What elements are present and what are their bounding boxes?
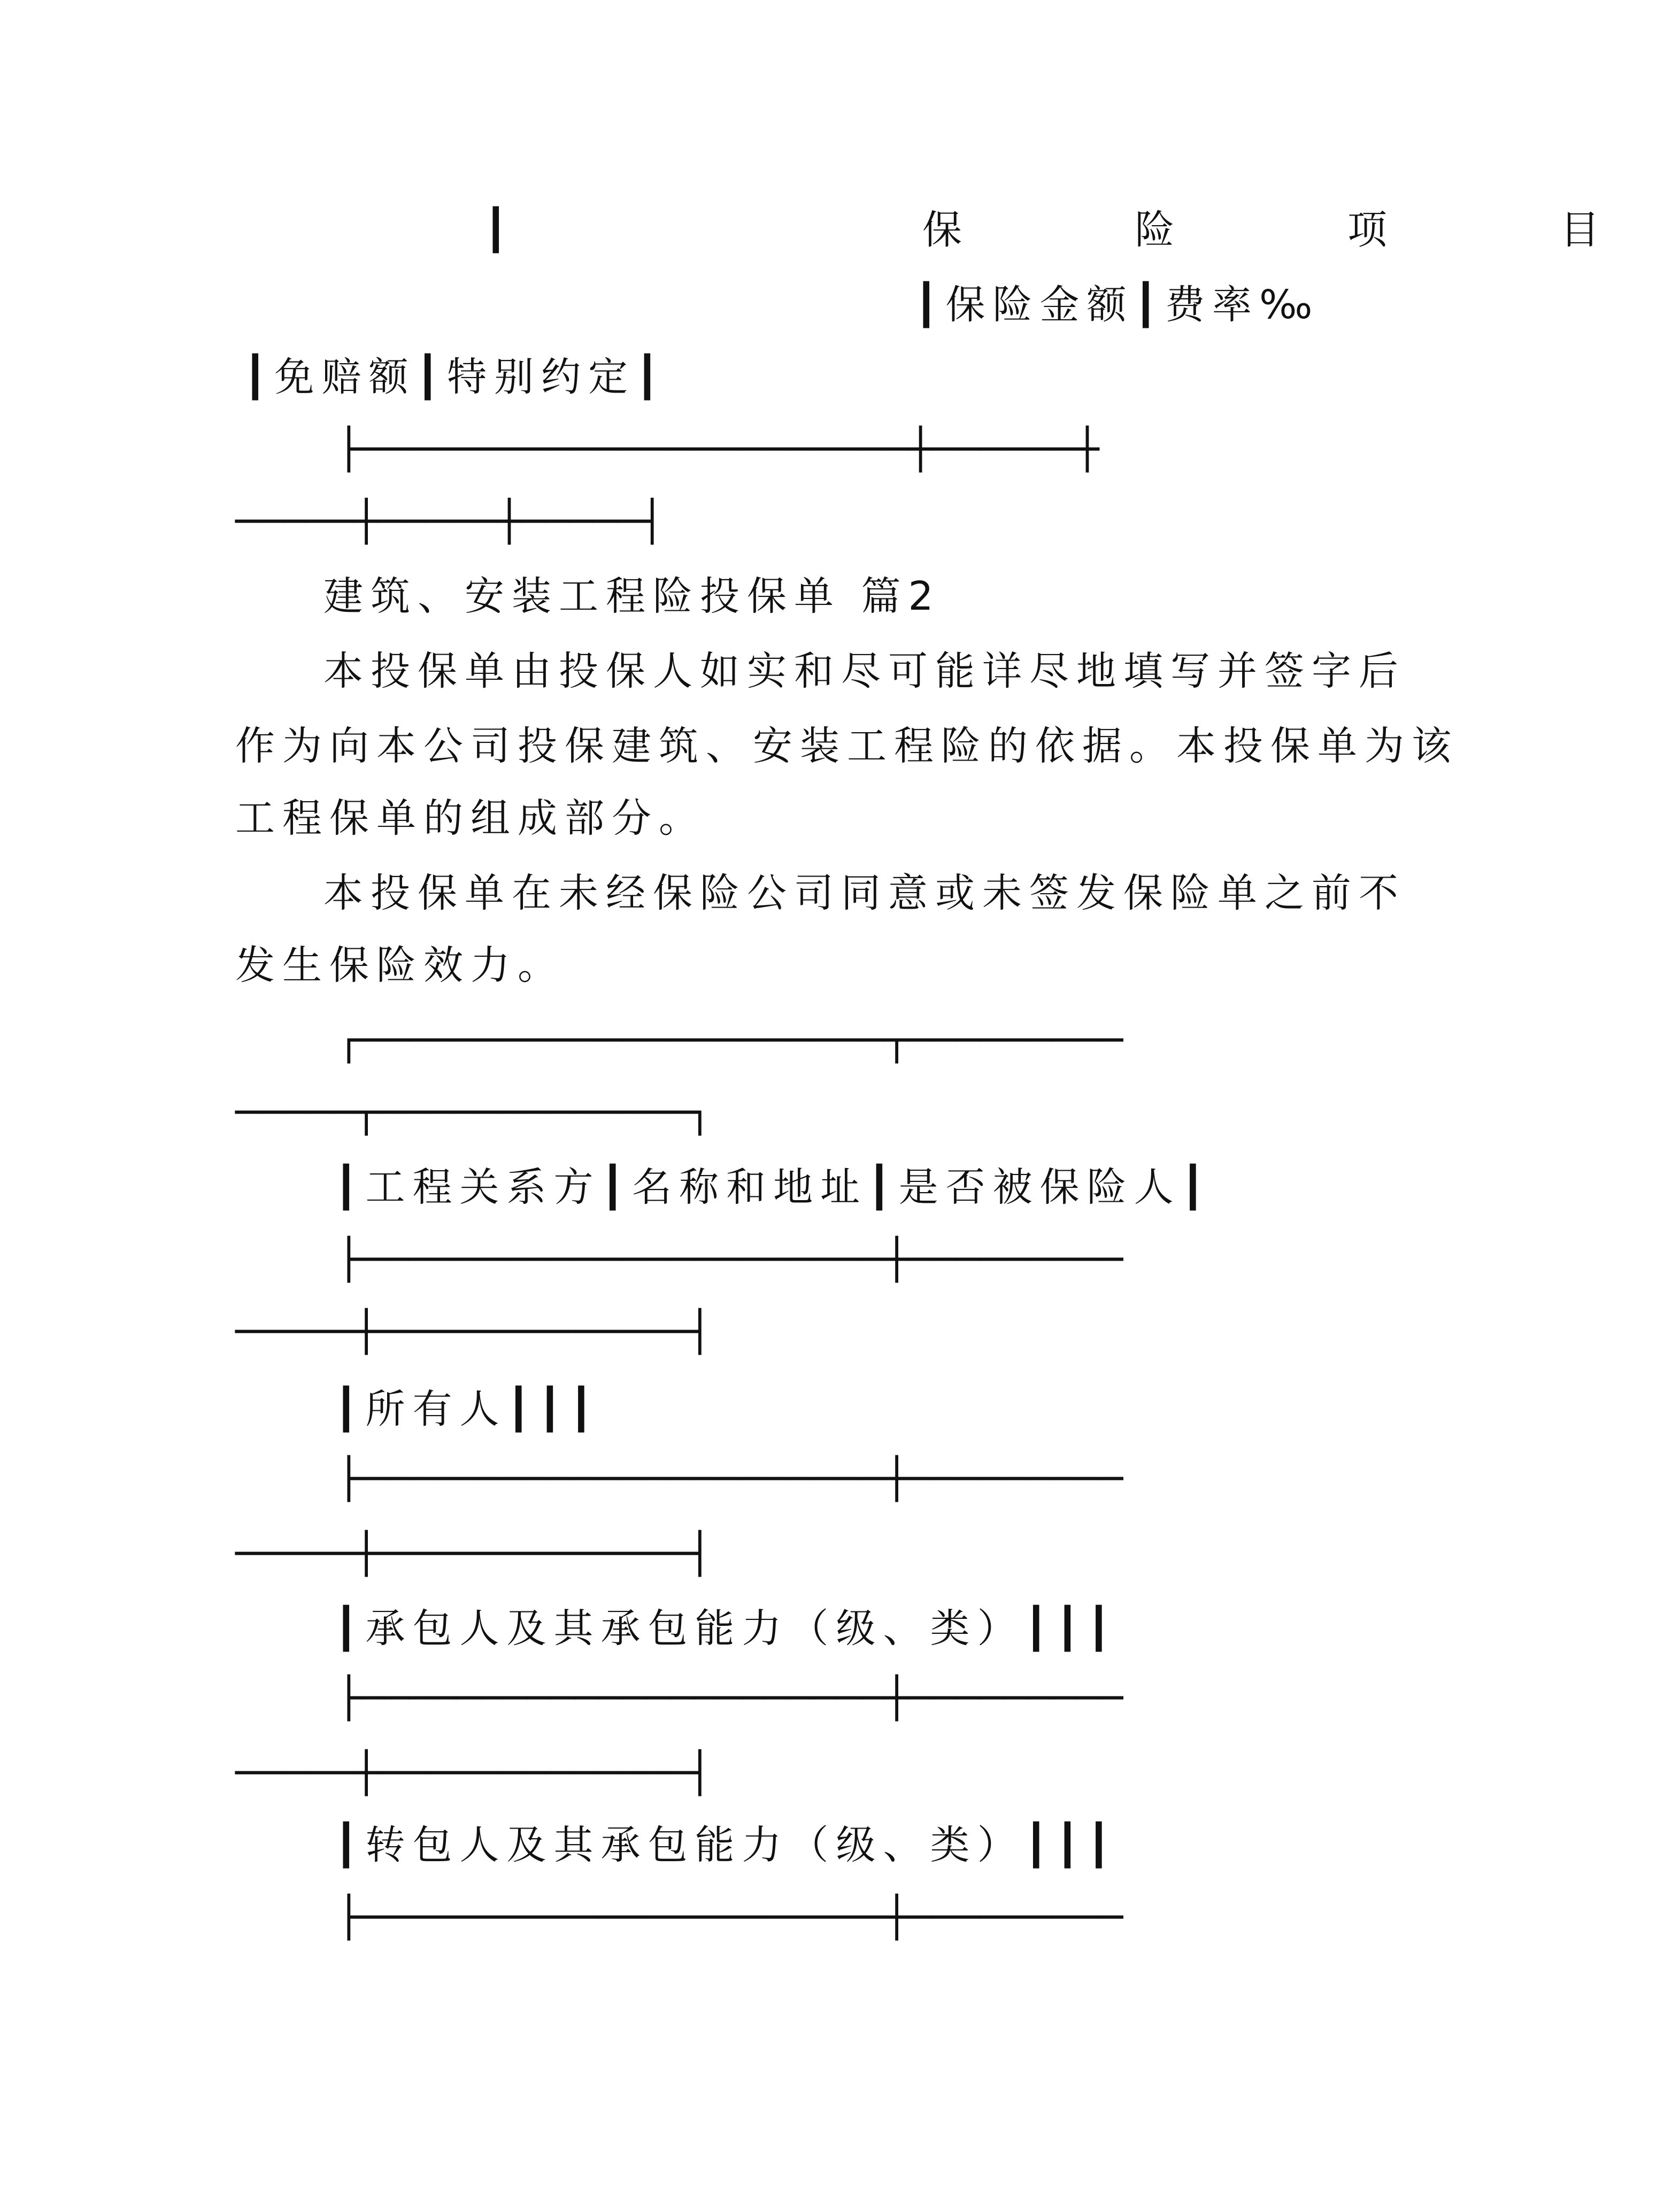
paragraph2-line1: 本投保单在未经保险公司同意或未签发保险单之前不 [323,870,1406,916]
paragraph1-line3: 工程保单的组成部分。 [235,795,706,841]
table1-header-columns-2: ┃免赔额┃特别约定┃ [243,354,667,400]
table2-rule-2b: ─────┼─────────────┤ [235,1531,712,1577]
table2-row-subcontractor: ┃转包人及其承包能力（级、类）┃┃┃ [334,1822,1119,1868]
table1-header-title: 保 险 项 目 [922,207,1680,253]
table2-rule-4a: ├──────────────────────┼───────── [337,1894,1123,1940]
table2-row-contractor: ┃承包人及其承包能力（级、类）┃┃┃ [334,1606,1119,1652]
table1-header-columns: ┃保险金额┃费率‰ [914,282,1320,328]
paragraph1-line1: 本投保单由投保人如实和尽可能详尽地填写并签字后 [323,648,1406,694]
table2-rule-2a: ├──────────────────────┼───────── [337,1456,1123,1502]
table2-row-owner: ┃所有人┃┃┃ [334,1386,601,1432]
table1-rule-a: ├───────────────────────┼──────┼ [337,426,1099,472]
table2-top-rule-b: ─────┬─────────────┐ [235,1089,712,1135]
table1-rule-b: ─────┼─────┼─────┤ [235,498,664,544]
table1-header-bar: ┃ [484,207,515,253]
table2-rule-1b: ─────┼─────────────┤ [235,1309,712,1355]
table2-rule-1a: ├──────────────────────┼───────── [337,1236,1123,1282]
section-title: 建筑、安装工程险投保单 篇2 [323,573,941,619]
table2-rule-3a: ├──────────────────────┼───────── [337,1675,1123,1721]
table2-top-rule-a: ┌──────────────────────┬───────── [337,1017,1123,1063]
paragraph2-line2: 发生保险效力。 [235,942,565,988]
table2-header-row: ┃工程关系方┃名称和地址┃是否被保险人┃ [334,1164,1213,1210]
table2-rule-3b: ─────┼─────────────┤ [235,1750,712,1796]
paragraph1-line2: 作为向本公司投保建筑、安装工程险的依据。本投保单为该 [235,723,1459,769]
